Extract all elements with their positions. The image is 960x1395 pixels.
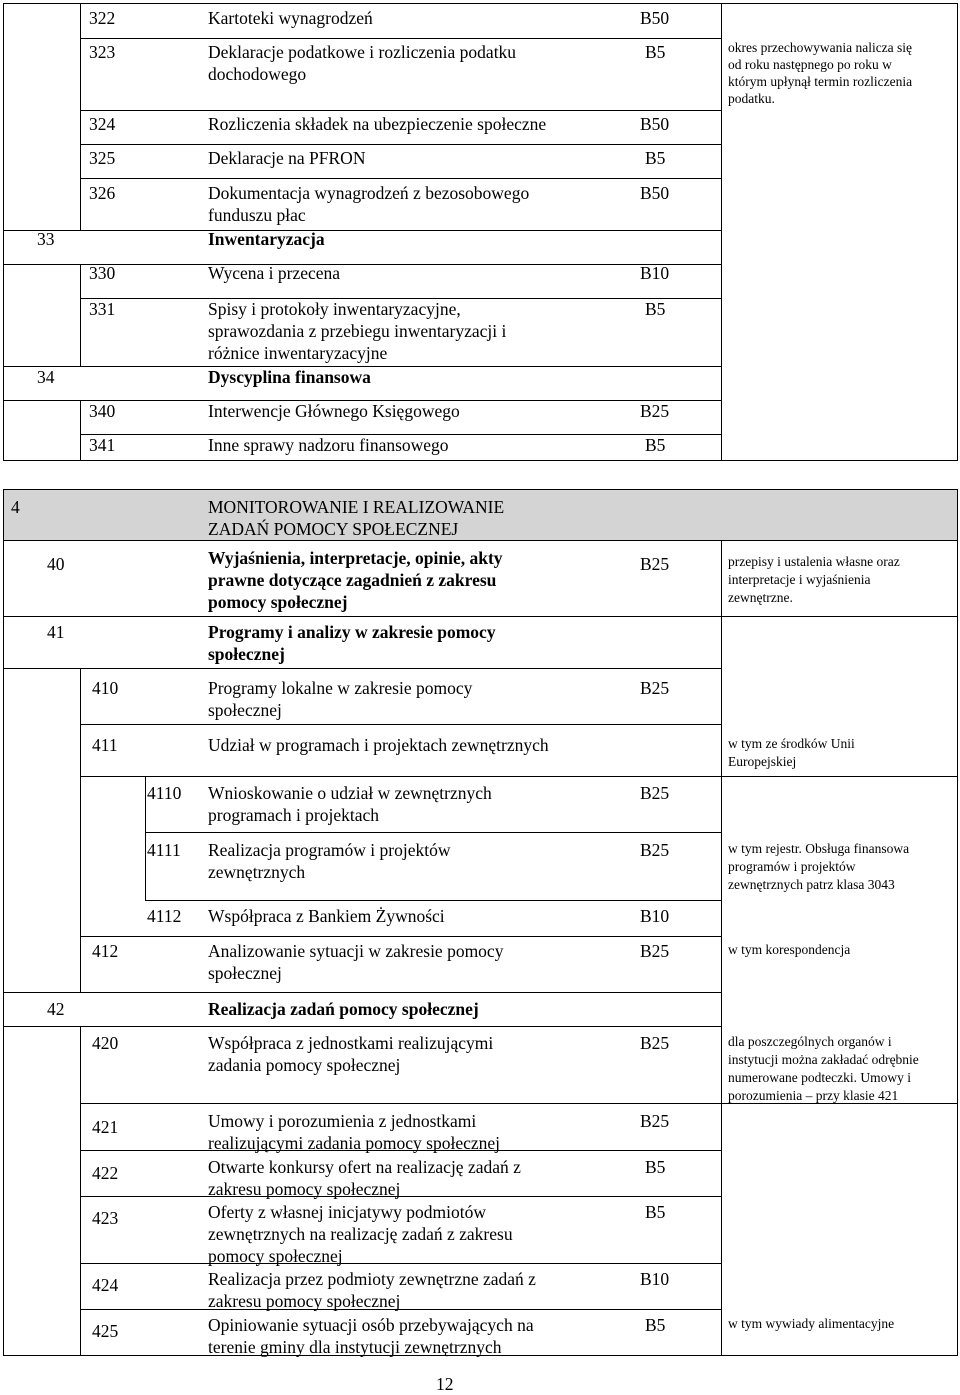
row-name: Wnioskowanie o udział w zewnętrznych: [208, 783, 492, 803]
row-name: zakresu pomocy społecznej: [208, 1179, 401, 1199]
row-remarks: w tym rejestr. Obsługa finansowa: [728, 841, 910, 856]
row-code: 4112: [147, 906, 182, 926]
row-category: B50: [640, 114, 670, 134]
row-name: społecznej: [208, 700, 282, 720]
row-name: zewnętrznych: [208, 862, 306, 882]
row-category: B25: [640, 1033, 670, 1053]
row-category: B50: [640, 183, 670, 203]
row-name: zadania pomocy społecznej: [208, 1055, 401, 1075]
page-number: 12: [436, 1374, 454, 1394]
row-category: B25: [640, 840, 670, 860]
row-category: B10: [640, 1269, 670, 1289]
row-name: Otwarte konkursy ofert na realizację zadań z: [208, 1157, 521, 1177]
group-code: 41: [47, 622, 65, 642]
row-remarks: którym upłynął termin rozliczenia: [728, 74, 913, 89]
row-code: 412: [92, 941, 119, 961]
row-code: 326: [89, 183, 116, 203]
row-name: Realizacja przez podmioty zewnętrzne zadań z: [208, 1269, 536, 1289]
row-code: 330: [89, 263, 116, 283]
group-title: pomocy społecznej: [208, 592, 348, 612]
row-code: 322: [89, 8, 116, 28]
row-category: B50: [640, 8, 670, 28]
group-title: społecznej: [208, 644, 285, 664]
row-category: B10: [640, 263, 670, 283]
row-remarks: Europejskiej: [728, 754, 797, 769]
row-name: społecznej: [208, 963, 282, 983]
group-title: prawne dotyczące zagadnień z zakresu: [208, 570, 497, 590]
row-category: B25: [640, 678, 670, 698]
row-name: programach i projektach: [208, 805, 380, 825]
row-code: 423: [92, 1208, 119, 1228]
row-remarks: interpretacje i wyjaśnienia: [728, 572, 871, 587]
group-title: Dyscyplina finansowa: [208, 367, 371, 387]
row-remarks: w tym wywiady alimentacyjne: [728, 1316, 895, 1331]
row-category: B25: [640, 783, 670, 803]
group-code: 42: [47, 999, 65, 1019]
row-remarks: programów i projektów: [728, 859, 856, 874]
row-category: B5: [645, 42, 666, 62]
row-name: realizującymi zadania pomocy społecznej: [208, 1133, 501, 1153]
row-remarks: w tym korespondencja: [728, 942, 851, 957]
row-category: B10: [640, 906, 670, 926]
section-title: MONITOROWANIE I REALIZOWANIE: [208, 497, 505, 517]
row-name: dochodowego: [208, 64, 307, 84]
row-code: 4111: [147, 840, 181, 860]
row-remarks: numerowane podteczki. Umowy i: [728, 1070, 911, 1085]
row-name: Współpraca z jednostkami realizującymi: [208, 1033, 494, 1053]
row-code: 324: [89, 114, 116, 134]
table-block-bottom: [3, 489, 958, 1356]
row-category: B25: [640, 554, 670, 574]
row-name: Realizacja programów i projektów: [208, 840, 451, 860]
row-remarks: dla poszczególnych organów i: [728, 1034, 892, 1049]
row-code: 421: [92, 1117, 119, 1137]
row-name: Oferty z własnej inicjatywy podmiotów: [208, 1202, 486, 1222]
row-name: Umowy i porozumienia z jednostkami: [208, 1111, 477, 1131]
row-name: Analizowanie sytuacji w zakresie pomocy: [208, 941, 504, 961]
row-remarks: porozumienia – przy klasie 421: [728, 1088, 899, 1103]
row-category: B5: [645, 1202, 666, 1222]
row-code: 331: [89, 299, 116, 319]
row-name: funduszu płac: [208, 205, 306, 225]
row-name: Udział w programach i projektach zewnętrznych: [208, 735, 549, 755]
row-code: 422: [92, 1163, 119, 1183]
row-category: B5: [645, 1315, 666, 1335]
row-code: 410: [92, 678, 119, 698]
row-remarks: w tym ze środków Unii: [728, 736, 855, 751]
row-code: 341: [89, 435, 116, 455]
row-category: B5: [645, 435, 666, 455]
row-code: 420: [92, 1033, 119, 1053]
row-name: Deklaracje podatkowe i rozliczenia podatku: [208, 42, 517, 62]
row-name: Spisy i protokoły inwentaryzacyjne,: [208, 299, 461, 319]
row-code: 424: [92, 1275, 119, 1295]
row-name: Opiniowanie sytuacji osób przebywających na: [208, 1315, 534, 1335]
group-code: 33: [37, 229, 55, 249]
row-name: Kartoteki wynagrodzeń: [208, 8, 373, 28]
row-remarks: okres przechowywania nalicza się: [728, 40, 913, 55]
section-code: 4: [11, 497, 20, 517]
row-remarks: zewnętrznych patrz klasa 3043: [728, 877, 895, 892]
retention-table: [3, 3, 958, 1356]
group-code: 40: [47, 554, 65, 574]
row-remarks: podatku.: [728, 91, 775, 106]
row-name: Współpraca z Bankiem Żywności: [208, 906, 445, 926]
section-title: ZADAŃ POMOCY SPOŁECZNEJ: [208, 519, 459, 539]
table-block-top: [3, 3, 958, 461]
row-name: Dokumentacja wynagrodzeń z bezosobowego: [208, 183, 530, 203]
row-category: B5: [645, 148, 666, 168]
row-code: 325: [89, 148, 116, 168]
row-name: zewnętrznych na realizację zadań z zakresu: [208, 1224, 513, 1244]
row-name: Deklaracje na PFRON: [208, 148, 366, 168]
row-name: Rozliczenia składek na ubezpieczenie społeczne: [208, 114, 547, 134]
row-remarks: zewnętrzne.: [728, 590, 793, 605]
row-name: sprawozdania z przebiegu inwentaryzacji i: [208, 321, 507, 341]
group-title: Wyjaśnienia, interpretacje, opinie, akty: [208, 548, 503, 568]
row-name: Interwencje Głównego Księgowego: [208, 401, 460, 421]
row-remarks: instytucji można zakładać odrębnie: [728, 1052, 919, 1067]
group-title: Programy i analizy w zakresie pomocy: [208, 622, 496, 642]
row-name: zakresu pomocy społecznej: [208, 1291, 401, 1311]
row-remarks: przepisy i ustalenia własne oraz: [728, 554, 900, 569]
row-code: 340: [89, 401, 116, 421]
row-code: 411: [92, 735, 118, 755]
row-code: 4110: [147, 783, 182, 803]
group-title: Realizacja zadań pomocy społecznej: [208, 999, 479, 1019]
row-name: Programy lokalne w zakresie pomocy: [208, 678, 473, 698]
row-category: B5: [645, 1157, 666, 1177]
row-name: terenie gminy dla instytucji zewnętrznych: [208, 1337, 502, 1357]
row-category: B25: [640, 941, 670, 961]
row-category: B25: [640, 1111, 670, 1131]
row-name: Wycena i przecena: [208, 263, 341, 283]
group-title: Inwentaryzacja: [208, 229, 325, 249]
row-category: B5: [645, 299, 666, 319]
row-name: pomocy społecznej: [208, 1246, 343, 1266]
row-name: różnice inwentaryzacyjne: [208, 343, 388, 363]
group-code: 34: [37, 367, 55, 387]
row-code: 425: [92, 1321, 119, 1341]
row-remarks: od roku następnego po roku w: [728, 57, 892, 72]
row-name: Inne sprawy nadzoru finansowego: [208, 435, 449, 455]
row-category: B25: [640, 401, 670, 421]
row-code: 323: [89, 42, 116, 62]
